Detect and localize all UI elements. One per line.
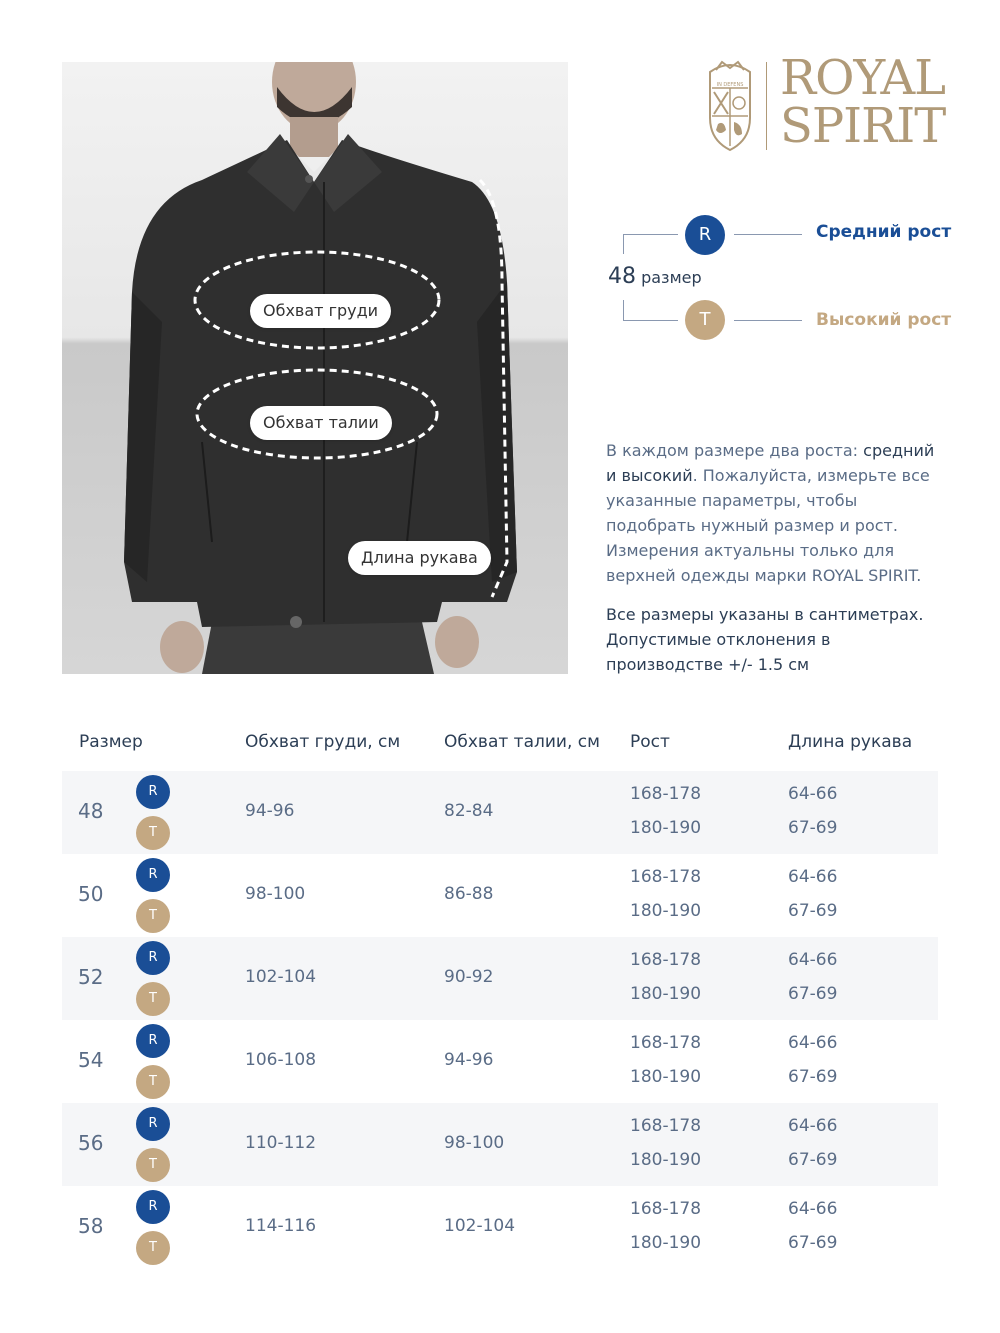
row-height-tall: 180-190: [630, 1067, 702, 1087]
header-height: Рост: [630, 732, 670, 752]
badge-tall: T: [136, 816, 170, 850]
badge-tall: T: [136, 1148, 170, 1182]
badge-regular: R: [136, 858, 170, 892]
badge-regular: R: [136, 775, 170, 809]
legend-tall-badge: T: [685, 300, 725, 340]
row-sleeve-regular: 64-66: [788, 784, 838, 804]
legend-regular-label: Средний рост: [816, 222, 952, 242]
row-height-regular: 168-178: [630, 1033, 702, 1053]
row-chest: 106-108: [245, 1050, 317, 1070]
row-waist: 98-100: [444, 1133, 505, 1153]
table-row: [62, 937, 938, 1020]
logo-divider: [766, 62, 767, 150]
row-chest: 102-104: [245, 967, 317, 987]
row-chest: 94-96: [245, 801, 295, 821]
table-row: [62, 771, 938, 854]
row-size: 48: [78, 799, 104, 823]
bracket-top-vertical: [623, 234, 624, 254]
table-row: [62, 1103, 938, 1186]
table-row: [62, 854, 938, 937]
row-sleeve-regular: 64-66: [788, 1116, 838, 1136]
row-waist: 86-88: [444, 884, 494, 904]
row-chest: 98-100: [245, 884, 306, 904]
row-size: 58: [78, 1214, 104, 1238]
size-description: [606, 438, 946, 588]
row-waist: 90-92: [444, 967, 494, 987]
row-size: 54: [78, 1048, 104, 1072]
row-height-regular: 168-178: [630, 867, 702, 887]
legend-tall-line: [734, 320, 802, 321]
row-height-tall: 180-190: [630, 984, 702, 1004]
table-row: [62, 1020, 938, 1103]
row-sleeve-regular: 64-66: [788, 950, 838, 970]
badge-regular: R: [136, 1107, 170, 1141]
row-height-tall: 180-190: [630, 818, 702, 838]
header-chest: Обхват груди, см: [245, 732, 401, 752]
row-height-tall: 180-190: [630, 1233, 702, 1253]
badge-tall: T: [136, 1231, 170, 1265]
header-size: Размер: [79, 732, 143, 752]
header-waist: Обхват талии, см: [444, 732, 600, 752]
badge-tall: T: [136, 982, 170, 1016]
measurement-note: Все размеры указаны в сантиметрах. Допустимые отклонения в производстве +/- 1.5 см: [606, 605, 924, 674]
row-sleeve-regular: 64-66: [788, 867, 838, 887]
row-height-tall: 180-190: [630, 1150, 702, 1170]
row-sleeve-tall: 67-69: [788, 1150, 838, 1170]
badge-tall: T: [136, 899, 170, 933]
row-sleeve-tall: 67-69: [788, 818, 838, 838]
row-height-regular: 168-178: [630, 1116, 702, 1136]
legend-size: [608, 264, 702, 289]
row-sleeve-tall: 67-69: [788, 984, 838, 1004]
row-height-tall: 180-190: [630, 901, 702, 921]
bracket-top: [623, 234, 678, 235]
waist-label: Обхват талии: [250, 406, 392, 440]
row-height-regular: 168-178: [630, 950, 702, 970]
row-sleeve-regular: 64-66: [788, 1033, 838, 1053]
row-height-regular: 168-178: [630, 1199, 702, 1219]
legend-tall-label: Высокий рост: [816, 310, 952, 330]
sleeve-label: Длина рукава: [348, 541, 491, 575]
row-sleeve-tall: 67-69: [788, 1067, 838, 1087]
row-chest: 110-112: [245, 1133, 317, 1153]
badge-tall: T: [136, 1065, 170, 1099]
svg-text:IN DEFENS: IN DEFENS: [716, 82, 744, 88]
brand-wordmark: [780, 50, 946, 154]
row-height-regular: 168-178: [630, 784, 702, 804]
legend-size-number: 48: [608, 264, 636, 289]
legend-regular-badge: R: [685, 215, 725, 255]
desc-part-2: . Пожалуйста, измерьте все указанные параметры, чтобы подобрать нужный размер и рост. Измерения актуальны только для верхней одежды марки ROYAL SPIRIT.: [606, 466, 930, 585]
row-waist: 82-84: [444, 801, 494, 821]
desc-part-1: В каждом размере два роста:: [606, 441, 864, 460]
row-waist: 94-96: [444, 1050, 494, 1070]
jacket-illustration: [62, 62, 568, 674]
row-sleeve-tall: 67-69: [788, 1233, 838, 1253]
row-size: 52: [78, 965, 104, 989]
row-sleeve-tall: 67-69: [788, 901, 838, 921]
brand-line-2: SPIRIT: [780, 98, 946, 154]
badge-regular: R: [136, 941, 170, 975]
row-size: 50: [78, 882, 104, 906]
row-waist: 102-104: [444, 1216, 516, 1236]
table-row: [62, 1186, 938, 1269]
desc-part-strong: средний и высокий: [606, 441, 935, 485]
row-sleeve-regular: 64-66: [788, 1199, 838, 1219]
row-size: 56: [78, 1131, 104, 1155]
jacket-photo: [62, 62, 568, 674]
bracket-bottom-vertical: [623, 300, 624, 320]
bracket-bottom: [623, 320, 678, 321]
chest-label: Обхват груди: [250, 294, 391, 328]
legend-regular-line: [734, 234, 802, 235]
row-chest: 114-116: [245, 1216, 317, 1236]
brand-line-1: ROYAL: [780, 50, 945, 106]
header-sleeve: Длина рукава: [788, 732, 913, 752]
badge-regular: R: [136, 1024, 170, 1058]
badge-regular: R: [136, 1190, 170, 1224]
legend-size-word: размер: [641, 268, 702, 287]
